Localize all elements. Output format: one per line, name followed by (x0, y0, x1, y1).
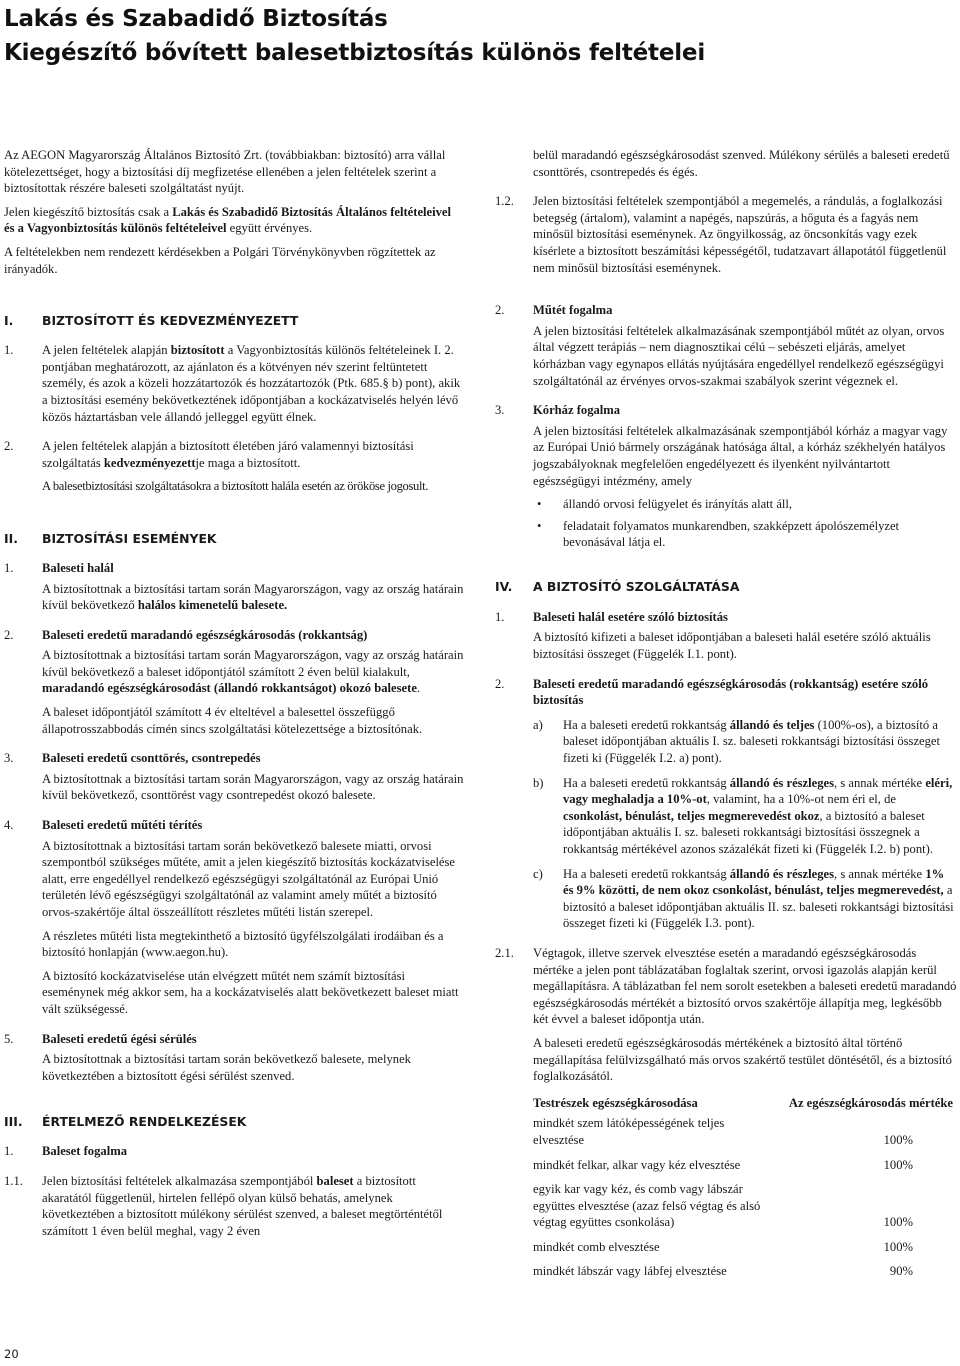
table-header-row (533, 1095, 953, 1112)
intro-paragraph-2: Jelen kiegészítő biztosítás csak a Lakás és Szabadidő Biztosítás Általános feltételeivel és a Vagyonbiztosítás különös feltételeivel együtt érvényes. (4, 204, 452, 236)
bullet-item: • állandó orvosi felügyelet és irányítás alatt áll, (537, 497, 793, 512)
section-1-item-1: 1. A jelen feltételek alapján biztosított a Vagyonbiztosítás különös feltételeinek I. 2. pontjában meghatározott, az ajánlaton és a kötvényen név szerint feltüntetett személy, és azok a közeli hozzátartozók és hozzátartozók (Ptk. 685.§ b) pont), akik a biztosítási esemény bekövetkeztének időpontjában a kockázatviselés helyén lévő közös háztartásban vele állandó jelleggel együtt élnek. (4, 343, 461, 424)
table-header-degree: Az egészségkárosodás mértéke (788, 1095, 953, 1110)
subitem-a: a) Ha a baleseti eredetű rokkantság állandó és teljes (100%-os), a biztosító a baleset időpontjában aktuális I. sz. baleseti rokkantsági biztosítási összeget fizeti ki (Függelék I.2. a) pont). (533, 717, 941, 766)
section-2-item-2: 2. Baleseti eredetű maradandó egészségkárosodás (rokkantság) A biztosítottnak a biztosítási tartam során Magyarországon, vagy az ország határain kívül bekövetkező a baleset időpontjától számított 2 éven belül kialakult, maradandó egészségkárosodást (állandó rokkantságot) okozó balesete. A baleset időpontjától számított 4 év elteltével a balesettel összefüggő állapotrosszabbodás címén sincs szolgáltatási kötelezettsége a biztosítónak. (4, 627, 464, 736)
section-2-item-4: 4. Baleseti eredetű műtéti térítés A biztosítottnak a biztosítási tartam során bekövetkező balesete miatti, orvosi szempontból szükséges műtéte, amit a jelen kiegészítő biztosítás kockázatviselése alatt, erre engedéllyel rendelkező egészségügyi szolgáltatónál az Európai Unió területén lévő egészségügyi szolgáltatónál az valamint amely műtét a biztosító orvos-szakértője által összeállított részletes műtéti listán szerepel. A részletes műtéti lista megtekinthető a biztosító ügyfélszolgálati irodáiban és a biztosító honlapján (www.aegon.hu). A biztosító kockázatviselése után elvégzett műtét nem számít biztosítási eseménynek még akkor sem, ha a kockázatviselés alatt bekövetkezett baleset miatt vált szükségessé. (4, 818, 459, 1016)
subitem-b: b) Ha a baleseti eredetű rokkantság állandó és részleges, s annak mértéke eléri, vagy meghaladja a 10%-ot, valamint, ha a 10%-ot nem éri el, de csonkolást, bénulást, teljes megmerevedést okoz, a biztosító a baleset időpontjában aktuális I. sz. baleseti rokkantsági biztosítási összegnek a rokkantság mértékével azonos százalékát fizeti ki (Függelék I.2. b) pont). (533, 775, 953, 856)
subitem-c: c) Ha a baleseti eredetű rokkantság állandó és részleges, s annak mértéke 1% és 9% közötti, de nem okoz csonkolást, bénulást, teljes megmerevedést, a biztosító a baleset időpontjában aktuális II. sz. baleseti rokkantsági biztosítási összeget fizeti ki (Függelék I.3. pont). (533, 866, 954, 931)
section-2-item-1: 1. Baleseti halál A biztosítottnak a biztosítási tartam során Magyarországon, vagy az ország határain kívül bekövetkező halálos kimenetelű balesete. (4, 560, 464, 613)
document-title: Lakás és Szabadidő Biztosítás (4, 6, 388, 32)
section-heading-4: IV. A BIZTOSÍTÓ SZOLGÁLTATÁSA (495, 578, 740, 594)
table-row: mindkét comb elvesztése 100% (533, 1239, 913, 1254)
body-parts-table-wrap (495, 1095, 957, 1284)
section-3-item-3: 3. Kórház fogalma A jelen biztosítási feltételek alkalmazásának szempontjából kórház a magyar vagy az Európai Unió bármely országának hatósága által, a kórház székhelyén hatályos jogszabályoknak megfelelően engedélyezett és ilyenként nyilvántartott egészségügyi intézmény, amely • állandó orvosi felügyelet és irányítás alatt áll, • feladatait folyamatos munkarendben, szakképzett ápolószemélyzet bevonásával látja el. (495, 402, 957, 551)
section-heading-1: I. BIZTOSÍTOTT ÉS KEDVEZMÉNYEZETT (4, 313, 299, 329)
table-row: egyik kar vagy kéz, és comb vagy lábszár együttes elvesztése (azaz felső végtag és alsó végtag együttes csonkolása) 100% (533, 1182, 913, 1230)
intro-paragraph-1: Az AEGON Magyarország Általános Biztosító Zrt. (továbbiakban: biztosító) arra vállal kötelezettséget, hogy a biztosítási díj megfizetése ellenében a jelen feltételek szerint a biztosítottak részére baleseti szolgáltatást nyújt. (4, 148, 446, 196)
right-column (495, 147, 957, 1284)
section-4-item-1: 1. Baleseti halál esetére szóló biztosítás A biztosító kifizeti a baleset időpontjában a baleseti halál esetére szóló aktuális biztosítási összeget (Függelék I.1. pont). (495, 609, 931, 662)
body-parts-table (533, 1095, 953, 1284)
section-1-item-2: 2. A jelen feltételek alapján a biztosított életében járó valamennyi biztosítási szolgáltatás kedvezményezettje maga a biztosított. A balesetbiztosítási szolgáltatásokra a biztosított halála esetén az örököse jogosult. (4, 439, 429, 494)
section-3-item-1-2: 1.2. Jelen biztosítási feltételek szempontjából a megemelés, a rándulás, a foglalkozási betegség (ártalom), valamint a napégés, napszúrás, a hőguta és a fagyás nem minősül biztosítási eseménynek. Az öngyilkosság, az öncsonkítás vagy ezek kísérlete a biztosított beszámítási képességétől, tudatzavart állapotától függetlenül nem minősül biztosítási eseménynek. (495, 194, 947, 275)
page-number: 20 (4, 1347, 19, 1361)
table-row: mindkét felkar, alkar vagy kéz elvesztése 100% (533, 1157, 913, 1172)
document-title-block (4, 2, 944, 70)
section-heading-2: II. BIZTOSÍTÁSI ESEMÉNYEK (4, 530, 217, 546)
section-heading-3: III. ÉRTELMEZŐ RENDELKEZÉSEK (4, 1114, 247, 1130)
left-column (4, 147, 464, 1239)
section-3-item-1: 1. Baleset fogalma (4, 1144, 127, 1159)
section-3-item-1-1-continued: belül maradandó egészségkárosodást szenved. Múlékony sérülés a baleseti eredetű csonttörés, csontrepedés és égés. (533, 148, 950, 179)
section-2-item-5: 5. Baleseti eredetű égési sérülés A biztosítottnak a biztosítási tartam során bekövetkező balesete, melynek következtében a biztosított égési sérülést szenved. (4, 1031, 411, 1083)
section-3-item-1-1: 1.1. Jelen biztosítási feltételek alkalmazása szempontjából baleset a biztosított akaratától függetlenül, hirtelen fellépő olyan külső behatás, amelynek következtében a biztosított múlékony sérülést szenved, a baleset megtörténtétől számított 1 éven belül meghal, vagy 2 éven (4, 1173, 443, 1238)
table-row: mindkét lábszár vagy lábfej elvesztése 90% (533, 1264, 913, 1279)
bullet-item: • feladatait folyamatos munkarendben, szakképzett ápolószemélyzet bevonásával látja el. (537, 518, 900, 550)
section-4-item-2-1: 2.1. Végtagok, illetve szervek elvesztése esetén a maradandó egészségkárosodás mértéke a jelen pont táblázatában foglaltak szerint, orvosi igazolás alapján kerül megállapításra. A táblázatban fel nem sorolt esetekben a baleseti eredetű maradandó egészségkárosodás mértékét a biztosító orvos szakértője állapítja meg, legkésőbb két évvel a baleset időpontja után. A baleseti eredetű egészségkárosodás mértékének a biztosító által történő megállapítása felülvizsgálható más orvos szakértő testület döntésétől, és a biztosító foglalkozásától. (495, 945, 957, 1084)
table-header-body-part: Testrészek egészségkárosodása (533, 1095, 698, 1110)
table-row: mindkét szem látóképességének teljes elvesztése 100% (533, 1116, 913, 1147)
document-subtitle: Kiegészítő bővített balesetbiztosítás különös feltételei (4, 40, 706, 66)
section-3-item-2: 2. Műtét fogalma A jelen biztosítási feltételek alkalmazásának szempontjából műtét az olyan, orvos által végzett terápiás – nem diagnosztikai célú – sebészeti eljárás, amelyet kórházban vagy egynapos ellátás nyújtására engedéllyel rendelkező egészségügyi szolgáltatónál az érvényes orvos-szakmai szabályok szerint végeznek el. (495, 303, 945, 388)
section-4-item-2: 2. Baleseti eredetű maradandó egészségkárosodás (rokkantság) esetére szóló biztosítás a) Ha a baleseti eredetű rokkantság állandó és teljes (100%-os), a biztosító a baleset időpontjában aktuális I. sz. baleseti rokkantsági biztosítási összeget fizeti ki (Függelék I.2. a) pont). b) Ha a baleseti eredetű rokkantság állandó és részleges, s annak mértéke eléri, vagy meghaladja a 10%-ot, valamint, ha a 10%-ot nem éri el, de csonkolást, bénulást, teljes megmerevedést okoz, a biztosító a baleset időpontjában aktuális I. sz. baleseti rokkantsági biztosítási összegnek a rokkantság mértékével azonos százalékát fizeti ki (Függelék I.2. b) pont). c) Ha a baleseti eredetű rokkantság állandó és részleges, s annak mértéke 1% és 9% közötti, de nem okoz csonkolást, bénulást, teljes megmerevedést, a biztosító a baleset időpontjában aktuális II. sz. baleseti rokkantsági biztosítási összeget fizeti ki (Függelék I.3. pont). (495, 676, 957, 932)
section-2-item-3: 3. Baleseti eredetű csonttörés, csontrepedés A biztosítottnak a biztosítási tartam során Magyarországon, vagy az ország határain kívül bekövetkező, csonttörést vagy csontrepedést okozó balesete. (4, 751, 464, 803)
intro-paragraph-3: A feltételekben nem rendezett kérdésekben a Polgári Törvénykönyvben rögzítettek az irányadók. (4, 244, 436, 276)
